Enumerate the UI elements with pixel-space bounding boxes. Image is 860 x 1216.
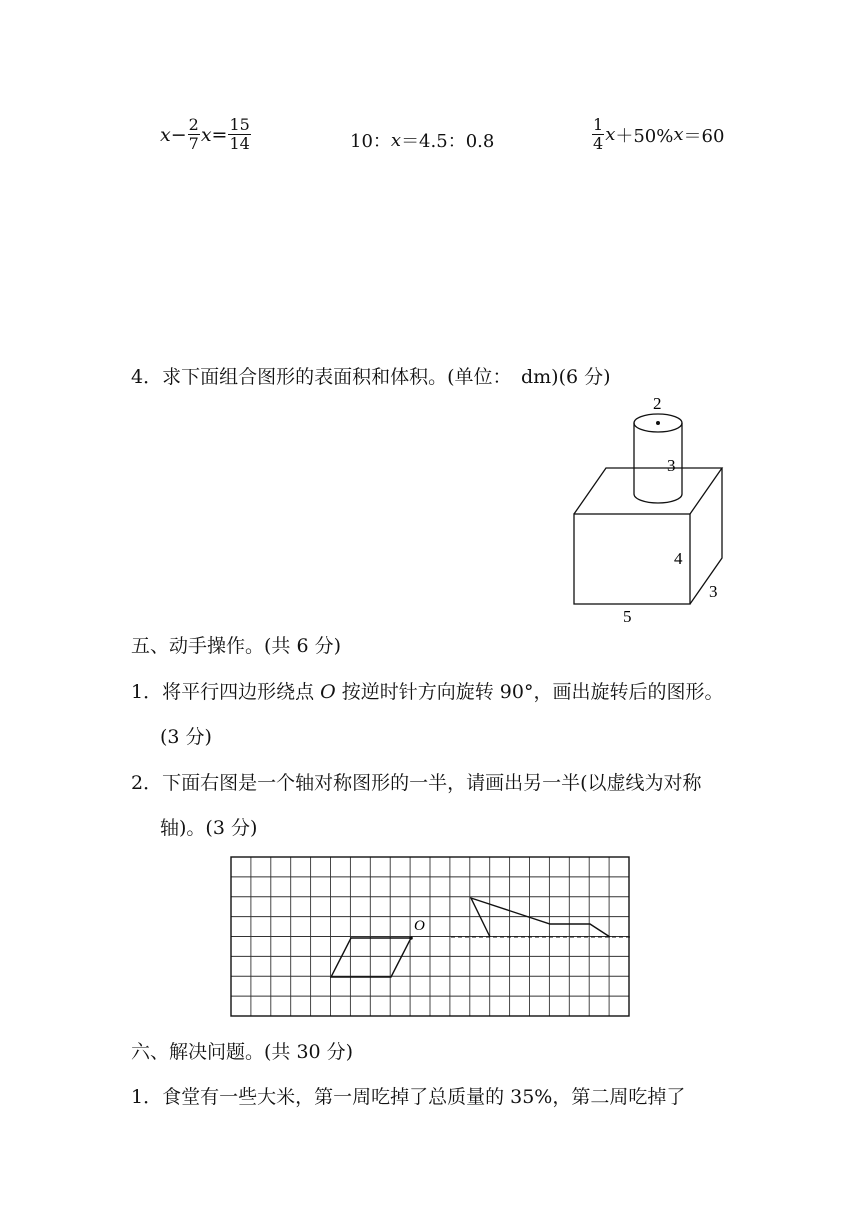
section-6-item-1-line-1: 1．食堂有一些大米，第一周吃掉了总质量的 35%，第二周吃掉了 [131,1086,686,1108]
label-cylinder-height: 3 [667,456,676,475]
section-5-item-1-line-1 [131,681,723,703]
eq1-coef-den: 7 [188,134,199,153]
eq3-var2: x [673,124,684,145]
equation-3 [591,116,724,153]
label-box-depth: 3 [709,582,718,601]
section-5-item-2-line-1: 2．下面右图是一个轴对称图形的一半，请画出另一半(以虚线为对称 [131,772,702,794]
box-top-face [574,468,722,514]
cylinder-bottom [634,494,682,503]
label-box-height: 4 [674,549,683,568]
eq1-rhs-fraction [228,116,250,153]
eq1-var: x [160,123,171,146]
cylinder-center-dot [656,421,660,425]
eq1-rhs-den: 14 [229,134,250,153]
eq2-var: x [390,129,402,151]
section-5-item-1-line-2: (3 分) [160,726,212,748]
eq2-lead: 10： [350,131,391,152]
eq3-coef-fraction [592,116,604,153]
point-o-dot [409,936,413,940]
eq3-rhs: ＝60 [683,125,725,147]
item1-text-b: 按逆时针方向旋转 90°，画出旋转后的图形。 [341,681,724,703]
section-5-heading: 五、动手操作。(共 6 分) [131,635,341,657]
point-o-label: O [414,918,425,934]
eq1-rhs-num: 15 [229,115,250,134]
eq3-plus: ＋50% [615,125,674,147]
eq2-rest: ＝4.5：0.8 [401,131,495,152]
eq3-coef-den: 4 [593,134,604,153]
box-front-face [574,514,690,604]
eq3-var: x [605,124,616,145]
eq1-var2: x [200,123,212,146]
item1-text-a: 1．将平行四边形绕点 [131,681,315,703]
equation-1 [160,116,252,153]
eq3-coef-num: 1 [593,115,604,134]
combined-solid-figure [560,390,740,630]
equation-2 [350,127,494,153]
item1-point-label: O [320,681,336,703]
parallelogram [331,938,411,977]
eq1-minus: − [170,123,187,146]
question-4-text: 4．求下面组合图形的表面积和体积。(单位： dm)(6 分) [131,366,611,388]
eq1-coef-fraction [188,116,200,153]
label-diameter: 2 [653,394,662,413]
eq1-coef-num: 2 [188,115,199,134]
square-grid-figure [230,856,632,1018]
section-6-heading: 六、解决问题。(共 30 分) [131,1041,354,1063]
label-box-width: 5 [623,607,632,626]
section-5-item-2-line-2: 轴)。(3 分) [160,817,258,839]
eq1-equals: = [211,123,228,146]
